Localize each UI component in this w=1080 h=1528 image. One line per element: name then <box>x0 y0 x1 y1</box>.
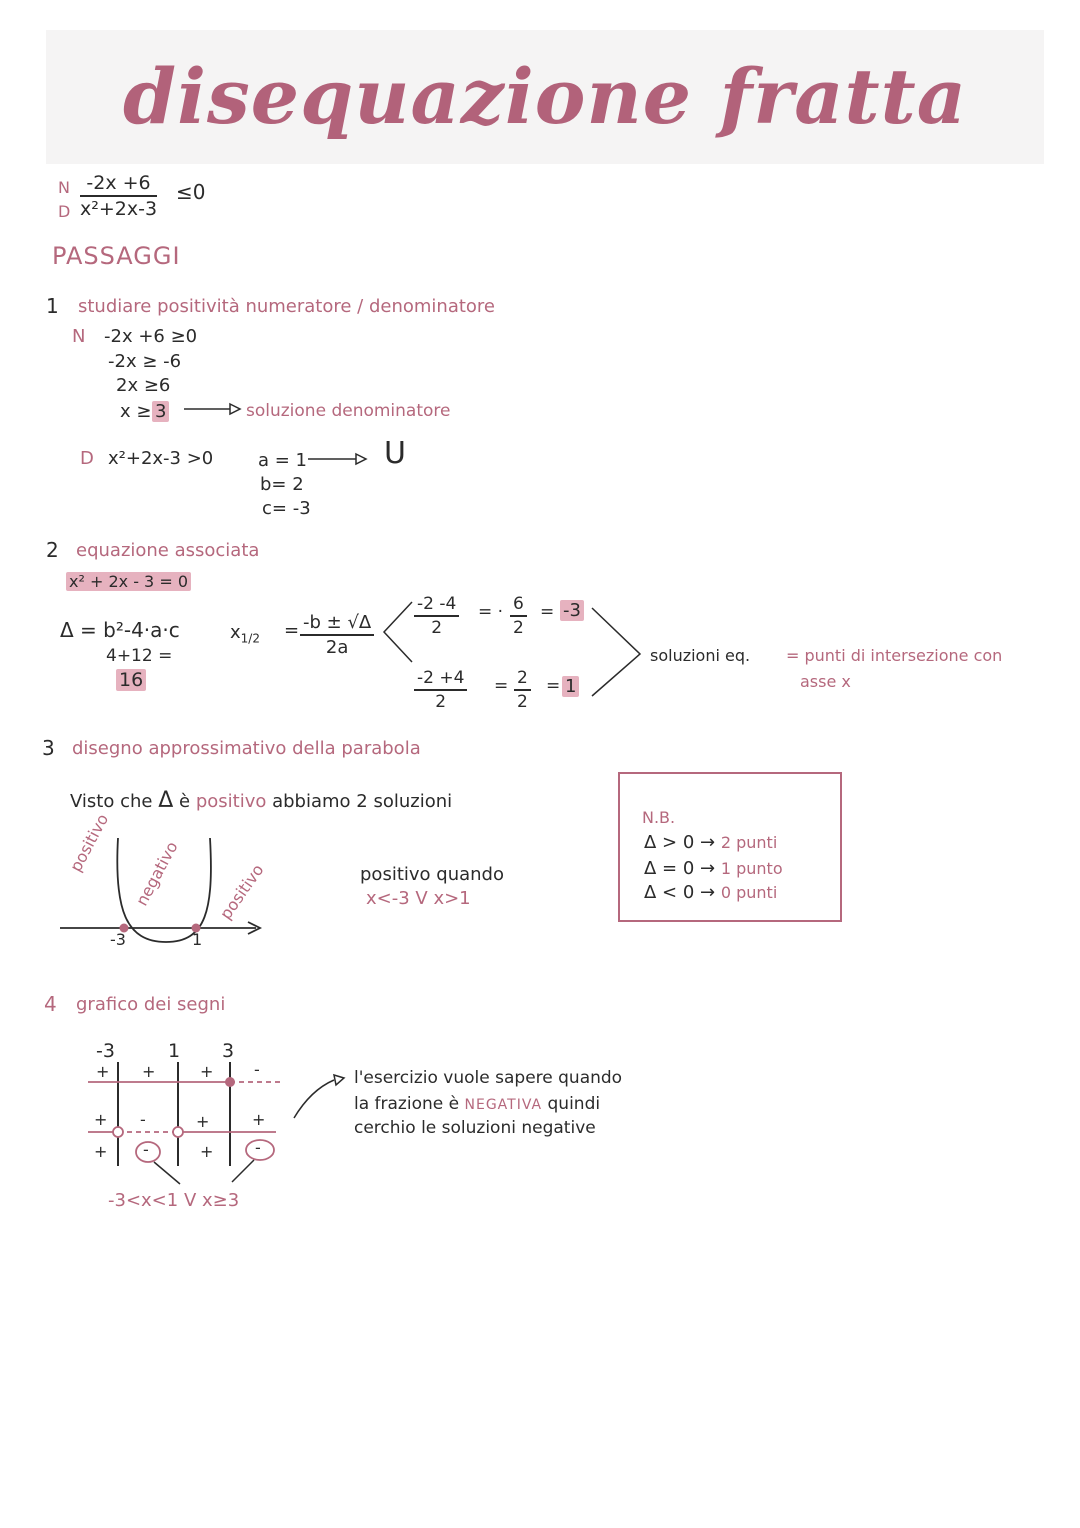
result-sign-1: + <box>94 1142 108 1161</box>
x12-x: x <box>230 622 241 643</box>
solution2-mid-denominator: 2 <box>517 692 528 712</box>
solutions-join-brace <box>588 604 648 704</box>
nb-row-3-left: Δ < 0 → <box>644 882 716 903</box>
step1-n-line3: 2x ≥6 <box>116 375 171 396</box>
solution1-denominator: 2 <box>431 618 443 638</box>
solution1-mid-prefix: = · <box>478 602 504 622</box>
title-banner <box>46 30 1044 164</box>
step4-title: grafico dei segni <box>76 994 226 1015</box>
step1-n-label: N <box>72 326 86 347</box>
graph-label-right: positivo <box>216 860 268 923</box>
nb-row-3 <box>644 882 777 903</box>
coeff-b: b= 2 <box>260 474 304 495</box>
delta-icon: Δ <box>158 788 174 813</box>
graph-label-mid: negativo <box>132 838 182 909</box>
root1-label: -3 <box>110 930 126 949</box>
step3-title: disegno approssimativo della parabola <box>72 738 421 759</box>
row2-sign-1: + <box>94 1110 108 1129</box>
step4-note-2 <box>354 1094 600 1114</box>
parabola-symbol: U <box>384 436 406 471</box>
page-title: disequazione fratta <box>122 52 967 141</box>
step1-number: 1 <box>46 294 59 318</box>
nb-row-2-right: 1 punto <box>720 859 783 878</box>
col-label-1: -3 <box>96 1040 115 1062</box>
solution1-mid-fraction <box>510 594 527 638</box>
solution2-denominator: 2 <box>435 692 447 712</box>
solution1-value: -3 <box>560 600 584 621</box>
solution2-numerator: -2 +4 <box>414 668 467 691</box>
step2-title: equazione associata <box>76 540 260 561</box>
solution2-fraction <box>414 668 467 712</box>
nb-row-1-left: Δ > 0 → <box>644 832 716 853</box>
col-label-3: 3 <box>222 1040 235 1062</box>
sentence-positive: positivo <box>195 791 267 812</box>
solution2-value: 1 <box>562 676 579 697</box>
problem-fraction <box>80 172 157 220</box>
nb-title: N.B. <box>642 808 676 827</box>
step3-number: 3 <box>42 736 55 760</box>
section-heading: PASSAGGI <box>52 242 181 270</box>
result-sign-4: - <box>255 1138 261 1157</box>
solution2-mid-fraction <box>514 668 531 712</box>
solutions-note-2: asse x <box>800 672 851 691</box>
coeff-a: a = 1 <box>258 450 308 471</box>
sentence-part-a: Visto che <box>70 791 153 812</box>
step4-note-1: l'esercizio vuole sapere quando <box>354 1068 623 1088</box>
nb-row-2-left: Δ = 0 → <box>644 858 716 879</box>
step1-n-line1: -2x +6 ≥0 <box>104 326 198 347</box>
step4-note-2c: quindi <box>547 1094 601 1114</box>
positive-when: positivo quando <box>360 864 504 885</box>
nb-row-2 <box>644 858 783 879</box>
solution2-mid-numerator: 2 <box>514 668 531 691</box>
sentence-part-b: è <box>179 791 191 812</box>
delta-value: 16 <box>116 669 146 691</box>
step1-title: studiare positività numeratore / denominatore <box>78 296 495 317</box>
solution1-fraction <box>414 594 459 638</box>
result-sign-2: - <box>143 1140 149 1159</box>
graph-label-left: positivo <box>66 810 113 875</box>
solution1-mid-denominator: 2 <box>513 618 524 638</box>
solutions-label: soluzioni eq. <box>650 646 751 665</box>
step1-n-line2: -2x ≥ -6 <box>108 351 182 372</box>
problem-relation: ≤0 <box>176 180 206 204</box>
step4-note-2a: la frazione è <box>354 1094 460 1114</box>
delta-calc: 4+12 = <box>106 646 173 666</box>
row1-sign-2: + <box>142 1062 156 1081</box>
step2-number: 2 <box>46 538 59 562</box>
row2-sign-2: - <box>140 1110 146 1129</box>
problem-denominator: x²+2x-3 <box>80 198 158 220</box>
quadratic-formula <box>300 612 374 658</box>
step1-d-label: D <box>80 448 94 469</box>
nb-row-1 <box>644 832 777 853</box>
step4-note-3: cerchio le soluzioni negative <box>354 1118 596 1138</box>
step4-number: 4 <box>44 992 57 1016</box>
final-answer: -3<x<1 V x≥3 <box>108 1190 240 1211</box>
problem-numerator: -2x +6 <box>80 172 157 197</box>
note-arrow <box>290 1072 350 1122</box>
row1-sign-4: - <box>254 1060 260 1079</box>
positive-range: x<-3 V x>1 <box>366 888 471 909</box>
nb-row-1-right: 2 punti <box>720 833 778 852</box>
step1-d-expr: x²+2x-3 >0 <box>108 448 214 469</box>
formula-numerator: -b ± √Δ <box>300 612 374 636</box>
row1-sign-1: + <box>96 1062 110 1081</box>
row2-sign-3: + <box>196 1112 210 1131</box>
step1-n-line4: x ≥ <box>120 401 152 422</box>
solution2-eq-b: = <box>546 676 561 696</box>
step1-n-note: soluzione denominatore <box>246 401 451 421</box>
formula-denominator: 2a <box>325 637 349 658</box>
denominator-label: D <box>58 202 71 221</box>
col-label-2: 1 <box>168 1040 181 1062</box>
x12-sub: 1/2 <box>240 631 260 646</box>
result-sign-3: + <box>200 1142 214 1161</box>
nb-box <box>618 772 842 922</box>
sentence-part-c: abbiamo 2 soluzioni <box>272 791 453 812</box>
step3-sentence <box>70 788 452 813</box>
numerator-label: N <box>58 178 70 197</box>
x12-eq: = <box>284 620 300 641</box>
coeff-c: c= -3 <box>262 498 311 519</box>
solution1-eq: = <box>540 602 555 622</box>
solution1-mid-numerator: 6 <box>510 594 527 617</box>
row2-sign-4: + <box>252 1110 266 1129</box>
associated-equation: x² + 2x - 3 = 0 <box>66 572 191 591</box>
solution1-numerator: -2 -4 <box>414 594 459 617</box>
row1-sign-3: + <box>200 1062 214 1081</box>
solution2-eq-a: = <box>494 676 509 696</box>
delta-formula: Δ = b²-4·a·c <box>60 618 180 642</box>
x12-label <box>230 622 260 646</box>
coeff-arrow <box>306 452 370 466</box>
step1-arrow <box>182 402 242 416</box>
nb-row-3-right: 0 punti <box>720 883 778 902</box>
root2-label: 1 <box>192 930 203 949</box>
step4-note-2b: NEGATIVA <box>464 1097 543 1113</box>
solutions-note-1: = punti di intersezione con <box>786 646 1003 665</box>
step1-n-result: 3 <box>152 401 169 422</box>
